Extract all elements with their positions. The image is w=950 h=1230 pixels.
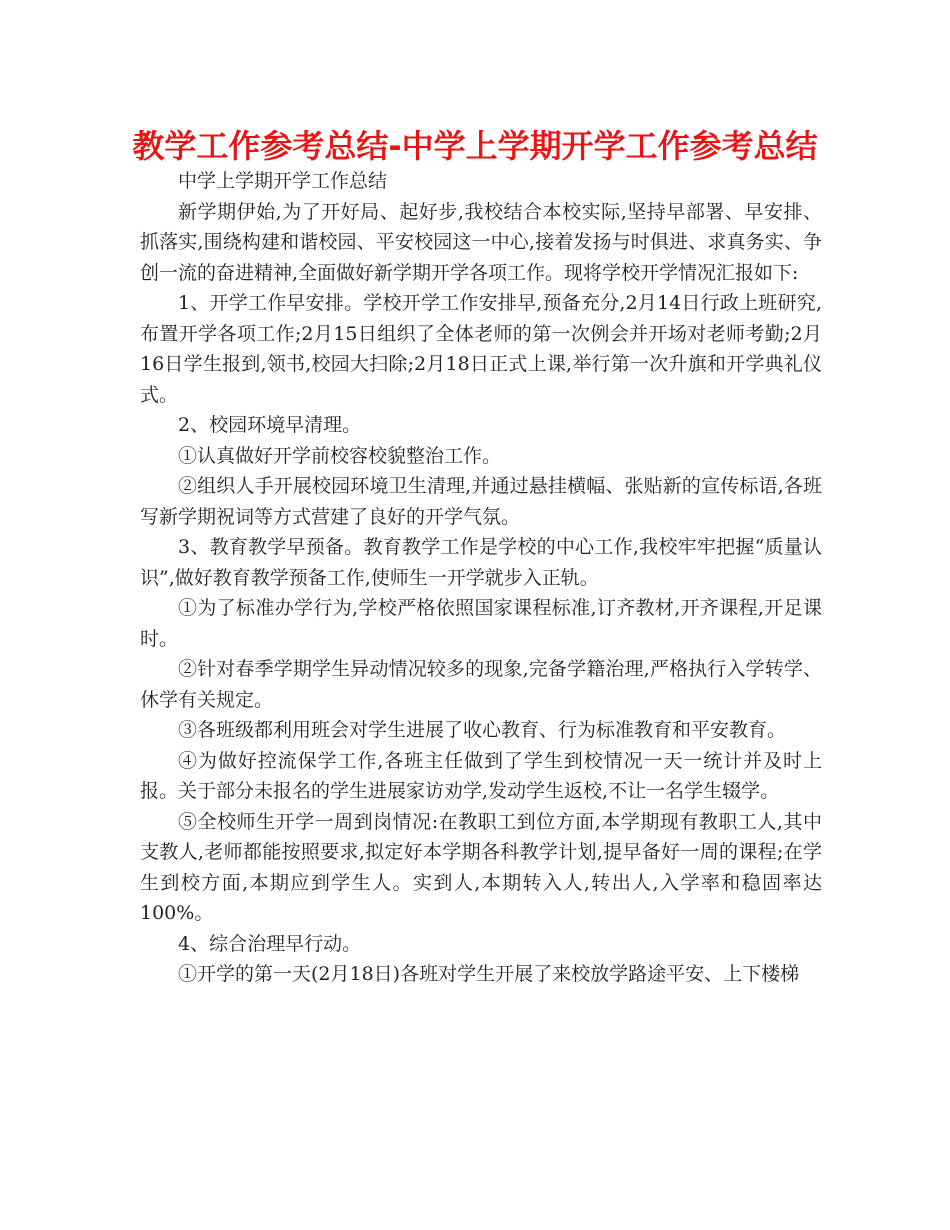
document-title: 教学工作参考总结-中学上学期开学工作参考总结 [132,127,818,165]
paragraph: ①为了标准办学行为,学校严格依照国家课程标准,订齐教材,开齐课程,开足课时。 [140,597,822,650]
document-body [140,166,822,990]
paragraph: 3、教育教学早预备。教育教学工作是学校的中心工作,我校牢牢把握“质量认识”,做好教育教学预备工作,使师生一开学就步入正轨。 [140,536,822,589]
paragraph: 新学期伊始,为了开好局、起好步,我校结合本校实际,坚持早部署、早安排、抓落实,围绕构建和谐校园、平安校园这一中心,接着发扬与时俱进、求真务实、争创一流的奋进精神,全面做好新学期开学各项工作。现将学校开学情况汇报如下: [140,200,822,284]
paragraph: 1、开学工作早安排。学校开学工作安排早,预备充分,2月14日行政上班研究,布置开学各项工作;2月15日组织了全体老师的第一次例会并开场对老师考勤;2月16日学生报到,领书,校园大扫除;2月18日正式上课,举行第一次升旗和开学典礼仪式。 [140,292,822,406]
paragraph: ②组织人手开展校园环境卫生清理,并通过悬挂横幅、张贴新的宣传标语,各班写新学期祝词等方式营建了良好的开学气氛。 [140,475,822,528]
paragraph: ②针对春季学期学生异动情况较多的现象,完备学籍治理,严格执行入学转学、休学有关规定。 [140,658,822,711]
paragraph: ①开学的第一天(2月18日)各班对学生开展了来校放学路途平安、上下楼梯 [178,963,800,985]
paragraph: ④为做好控流保学工作,各班主任做到了学生到校情况一天一统计并及时上报。关于部分未报名的学生进展家访劝学,发动学生返校,不让一名学生辍学。 [140,749,822,802]
paragraph-subtitle: 中学上学期开学工作总结 [178,170,388,192]
paragraph: ③各班级都利用班会对学生进展了收心教育、行为标准教育和平安教育。 [178,719,787,741]
paragraph: 4、综合治理早行动。 [178,932,362,955]
paragraph: 2、校园环境早清理。 [178,414,362,436]
paragraph: ①认真做好开学前校容校貌整治工作。 [178,444,502,467]
paragraph: ⑤全校师生开学一周到岗情况:在教职工到位方面,本学期现有教职工人,其中支教人,老师都能按照要求,拟定好本学期各科教学计划,提早备好一周的课程;在学生到校方面,本期应到学生人。实到人,本期转入人,转出人,入学率和稳固率达100%。 [140,810,822,924]
